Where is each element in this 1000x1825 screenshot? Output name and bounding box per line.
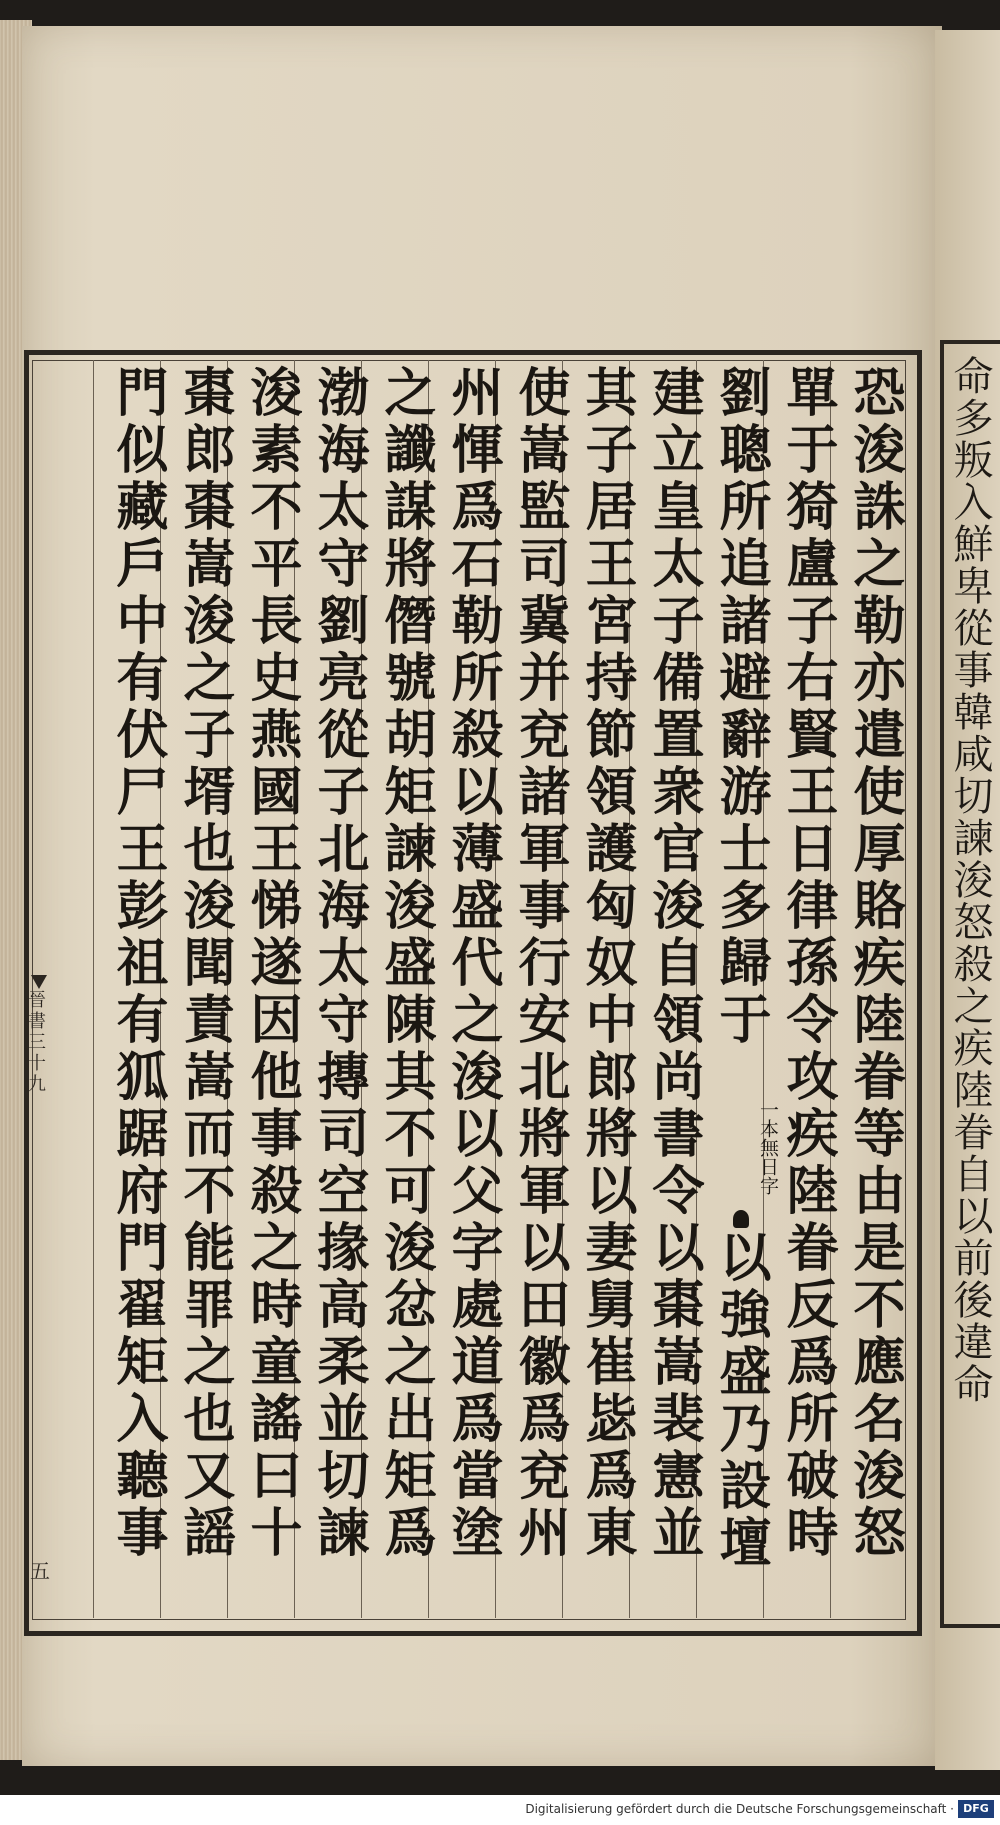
text-column-12: 門似藏戶中有伏尸王彭祖有狐踞府門翟矩入聽事 [107,365,168,1562]
inline-note-line-1: 一本無 [757,1100,779,1157]
text-column-2: 單于猗盧子右賢王日律孫令攻疾陸眷反爲所破時 [777,365,838,1562]
text-column-3: 劉聰所追諸避辭游士多歸于 [710,365,771,1049]
fishtail-marker-icon [31,975,47,989]
footer-bar [0,1795,1000,1825]
text-column-3-continued: 以強盛乃設壇 [710,1230,771,1572]
margin-title: 晉書三十九 [25,990,46,1095]
inline-note [738,1100,778,1210]
footer-credit: Digitalisierung gefördert durch die Deutsche Forschungsgemeinschaft · [525,1802,954,1816]
text-column-4: 建立皇太子備置衆官浚自領尚書令以棗嵩裴憲並 [643,365,704,1562]
text-column-7: 州惲爲石勒所殺以薄盛代之浚以父字處道爲當塗 [442,365,503,1562]
adjacent-page-column: 命多叛入鮮卑從事韓咸切諫浚怒殺之疾陸眷自以前後違命 [947,355,993,1405]
text-column-6: 使嵩監司冀并兗諸軍事行安北將軍以田徽爲兗州 [509,365,570,1562]
text-column-5: 其子居王宮持節領護匈奴中郎將以妻舅崔毖爲東 [576,365,637,1562]
dfg-logo: DFG [958,1800,994,1818]
page-number: 五 [30,1559,50,1583]
text-column-11: 棗郎棗嵩浚之子壻也浚聞責嵩而不能罪之也又謡 [174,365,235,1562]
column-rule [93,360,94,1618]
text-column-1: 恐浚誅之勒亦遣使厚賂疾陸眷等由是不應名浚怒 [844,365,905,1562]
text-column-9: 渤海太守劉亮從子北海太守摶司空掾高柔並切諫 [308,365,369,1562]
note-marker-icon [733,1210,749,1228]
text-column-8: 之讖謀將僭號胡矩諫浚盛陳其不可浚忿之出矩爲 [375,365,436,1562]
inline-note-line-2: 日字 [757,1157,779,1195]
text-column-10: 浚素不平長史燕國王悌遂因他事殺之時童謠曰十 [241,365,302,1562]
